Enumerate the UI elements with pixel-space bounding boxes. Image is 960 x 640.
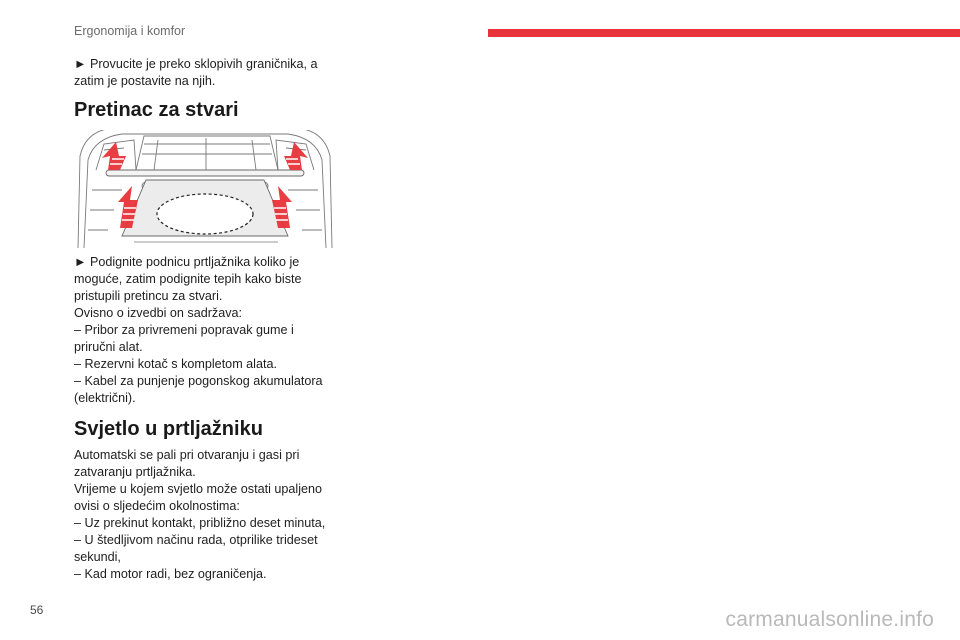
list-item: – Rezervni kotač s kompletom alata. [74,357,277,371]
lift-floor-paragraph: ► Podignite podnicu prtljažnika koliko je moguće, zatim podignite tepih kako biste pristupili pretincu za stvari. [74,255,302,303]
text-column [74,56,336,583]
list-item: – Pribor za privremeni popravak gume i priručni alat. [74,323,294,354]
running-header: Ergonomija i komfor [74,24,186,38]
list-item: – U štedljivom načinu rada, otprilike trideset sekundi, [74,533,318,564]
light-auto-paragraph: Automatski se pali pri otvaranju i gasi pri zatvaranju prtljažnika. [74,448,300,479]
page-number: 56 [30,603,44,617]
section-title-storage: Pretinac za stvari [74,99,239,121]
contents-intro-paragraph: Ovisno o izvedbi on sadržava: [74,306,243,320]
list-item: – Kad motor radi, bez ograničenja. [74,567,267,581]
trunk-figure [74,130,336,248]
list-item: – Uz prekinut kontakt, približno deset minuta, [74,516,326,530]
intro-paragraph: ► Provucite je preko sklopivih graničnika, a zatim je postavite na njih. [74,57,318,88]
accent-bar [488,29,960,37]
watermark: carmanualsonline.info [725,608,934,631]
light-duration-paragraph: Vrijeme u kojem svjetlo može ostati upaljeno ovisi o sljedećim okolnostima: [74,482,323,513]
section-title-trunk-light: Svjetlo u prtljažniku [74,418,263,440]
list-item: – Kabel za punjenje pogonskog akumulatora (električni). [74,374,323,405]
car-trunk-floor-illustration-icon [74,130,336,248]
